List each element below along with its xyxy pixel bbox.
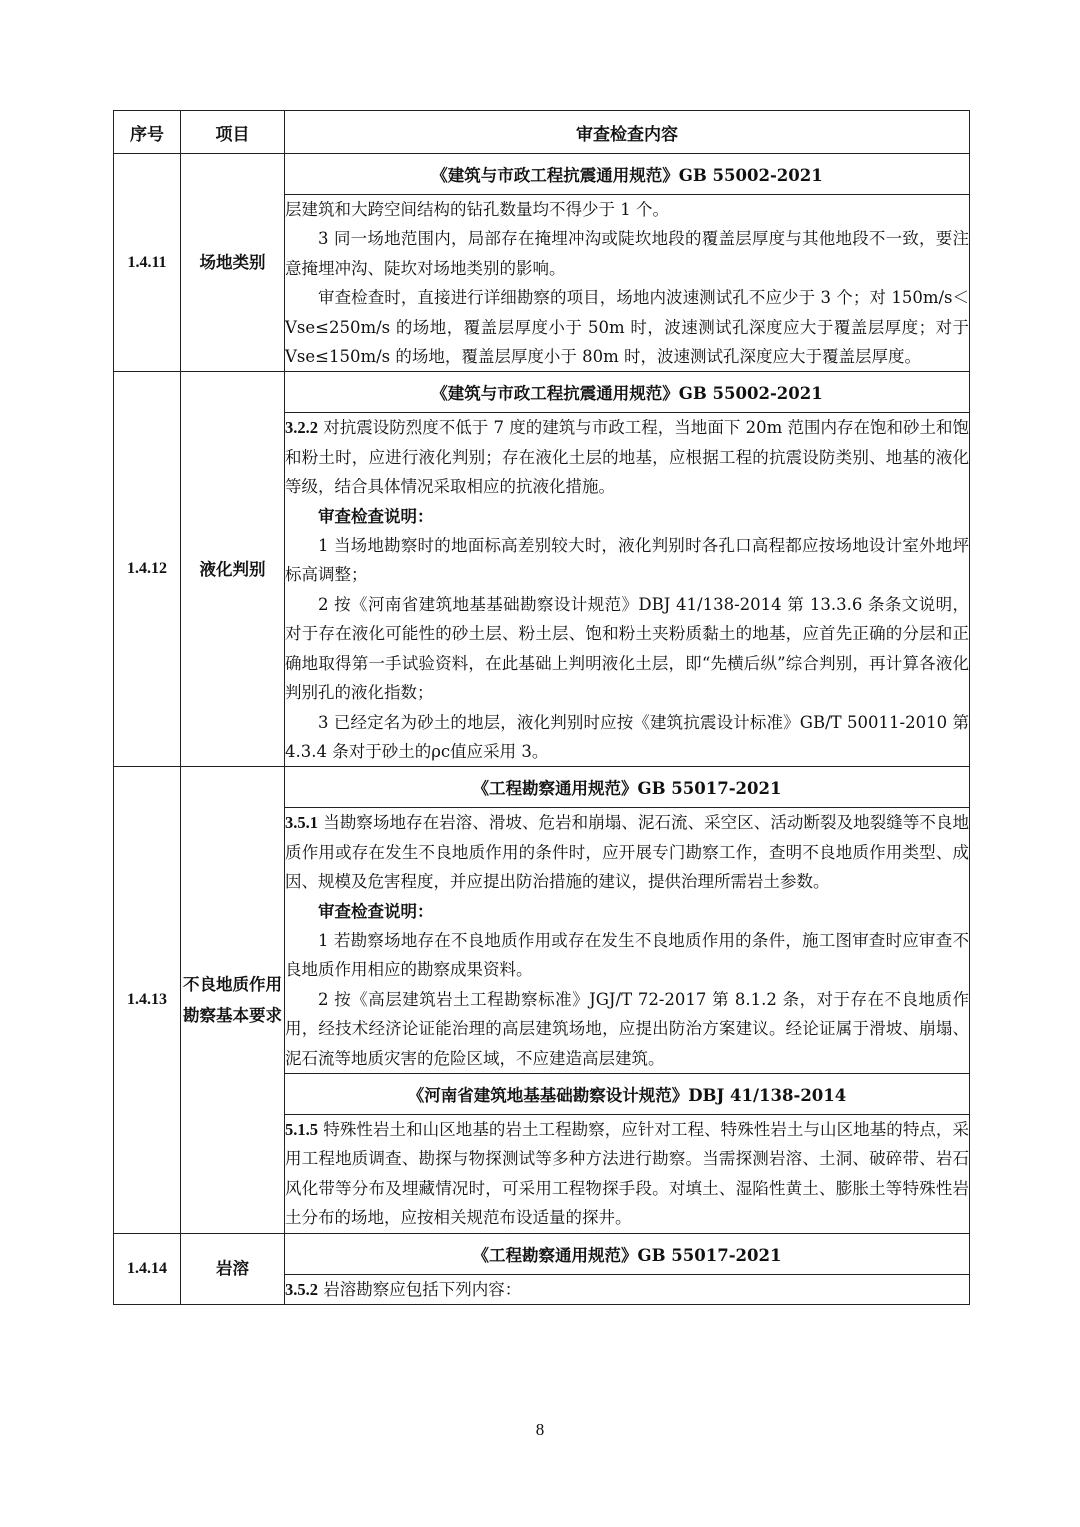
row-number: 1.4.12	[114, 372, 181, 767]
table-row	[114, 767, 970, 808]
clause-paragraph	[285, 1275, 969, 1304]
header-item: 项目	[181, 111, 285, 154]
standard-title: 《工程勘察通用规范》GB 55017-2021	[285, 1233, 970, 1274]
clause-number: 3.2.2	[285, 418, 318, 438]
clause-paragraph	[285, 808, 969, 896]
content-cell	[285, 808, 970, 1074]
header-content: 审查检查内容	[285, 111, 970, 154]
review-table	[113, 110, 970, 1305]
paragraph: 层建筑和大跨空间结构的钻孔数量均不得少于 1 个。	[285, 200, 669, 219]
clause-paragraph	[285, 1115, 969, 1233]
row-item: 岩溶	[181, 1233, 285, 1304]
review-note-heading: 审查检查说明：	[318, 901, 434, 921]
content-cell	[285, 1114, 970, 1233]
standard-title: 《河南省建筑地基基础勘察设计规范》DBJ 41/138-2014	[285, 1073, 970, 1114]
paragraph: 3 同一场地范围内，局部存在掩埋冲沟或陡坎地段的覆盖层厚度与其他地段不一致，要注意掩埋冲沟、陡坎对场地类别的影响。	[285, 229, 969, 278]
page-number: 8	[535, 1420, 545, 1439]
paragraph: 审查检查时，直接进行详细勘察的项目，场地内波速测试孔不应少于 3 个；对 150m/s＜Vse≤250m/s 的场地，覆盖层厚度小于 50m 时，波速测试孔深度应大于覆盖层厚度；对于 Vse≤150m/s 的场地，覆盖层厚度小于 80m 时，波速测试孔深度应大于覆盖层厚度。	[285, 288, 969, 367]
paragraph: 2 按《河南省建筑地基基础勘察设计规范》DBJ 41/138-2014 第 13.3.6 条条文说明，对于存在液化可能性的砂土层、粉土层、饱和粉土夹粉质黏土的地基，应首先正确的分层和正确地取得第一手试验资料，在此基础上判明液化土层，即“先横后纵”综合判别，再计算各液化判别孔的液化指数；	[285, 594, 969, 703]
clause-text: 当勘察场地存在岩溶、滑坡、危岩和崩塌、泥石流、采空区、活动断裂及地裂缝等不良地质作用或存在发生不良地质作用的条件时，应开展专门勘察工作，查明不良地质作用类型、成因、规模及危害程度，并应提出防治措施的建议，提供治理所需岩土参数。	[285, 813, 969, 892]
paragraph: 3 已经定名为砂土的地层，液化判别时应按《建筑抗震设计标准》GB/T 50011-2010 第 4.3.4 条对于砂土的ρc值应采用 3。	[285, 712, 969, 761]
table-row	[114, 372, 970, 413]
content-cell	[285, 1274, 970, 1304]
content-cell	[285, 413, 970, 767]
table-row	[114, 1233, 970, 1274]
row-item: 场地类别	[181, 154, 285, 372]
clause-number: 5.1.5	[285, 1119, 318, 1139]
standard-title: 《建筑与市政工程抗震通用规范》GB 55002-2021	[285, 372, 970, 413]
paragraph: 2 按《高层建筑岩土工程勘察标准》JGJ/T 72-2017 第 8.1.2 条，对于存在不良地质作用，经技术经济论证能治理的高层建筑场地，应提出防治方案建议。经论证属于滑坡、崩塌、泥石流等地质灾害的危险区域，不应建造高层建筑。	[285, 989, 969, 1068]
clause-number: 3.5.1	[285, 813, 318, 833]
standard-title: 《工程勘察通用规范》GB 55017-2021	[285, 767, 970, 808]
row-number: 1.4.14	[114, 1233, 181, 1304]
review-note-heading: 审查检查说明：	[318, 506, 434, 526]
paragraph: 1 若勘察场地存在不良地质作用或存在发生不良地质作用的条件，施工图审查时应审查不良地质作用相应的勘察成果资料。	[285, 930, 969, 980]
header-no: 序号	[114, 111, 181, 154]
clause-text: 对抗震设防烈度不低于 7 度的建筑与市政工程，当地面下 20m 范围内存在饱和砂土和饱和粉土时，应进行液化判别；存在液化土层的地基，应根据工程的抗震设防类别、地基的液化等级，结合具体情况采取相应的抗液化措施。	[285, 418, 969, 497]
clause-text: 岩溶勘察应包括下列内容：	[318, 1279, 522, 1299]
row-number: 1.4.11	[114, 154, 181, 372]
row-item: 液化判别	[181, 372, 285, 767]
clause-paragraph	[285, 413, 969, 501]
row-number: 1.4.13	[114, 767, 181, 1233]
row-item: 不良地质作用勘察基本要求	[181, 767, 285, 1233]
paragraph: 1 当场地勘察时的地面标高差别较大时，液化判别时各孔口高程都应按场地设计室外地坪标高调整；	[285, 536, 969, 585]
clause-text: 特殊性岩土和山区地基的岩土工程勘察，应针对工程、特殊性岩土与山区地基的特点，采用工程地质调查、勘探与物探测试等多种方法进行勘察。当需探测岩溶、土洞、破碎带、岩石风化带等分布及埋藏情况时，可采用工程物探手段。对填土、湿陷性黄土、膨胀土等特殊性岩土分布的场地，应按相关规范布设适量的探井。	[285, 1119, 969, 1228]
content-cell	[285, 195, 970, 372]
standard-title: 《建筑与市政工程抗震通用规范》GB 55002-2021	[285, 154, 970, 195]
clause-number: 3.5.2	[285, 1279, 318, 1299]
table-header-row	[114, 111, 970, 154]
table-row	[114, 154, 970, 195]
